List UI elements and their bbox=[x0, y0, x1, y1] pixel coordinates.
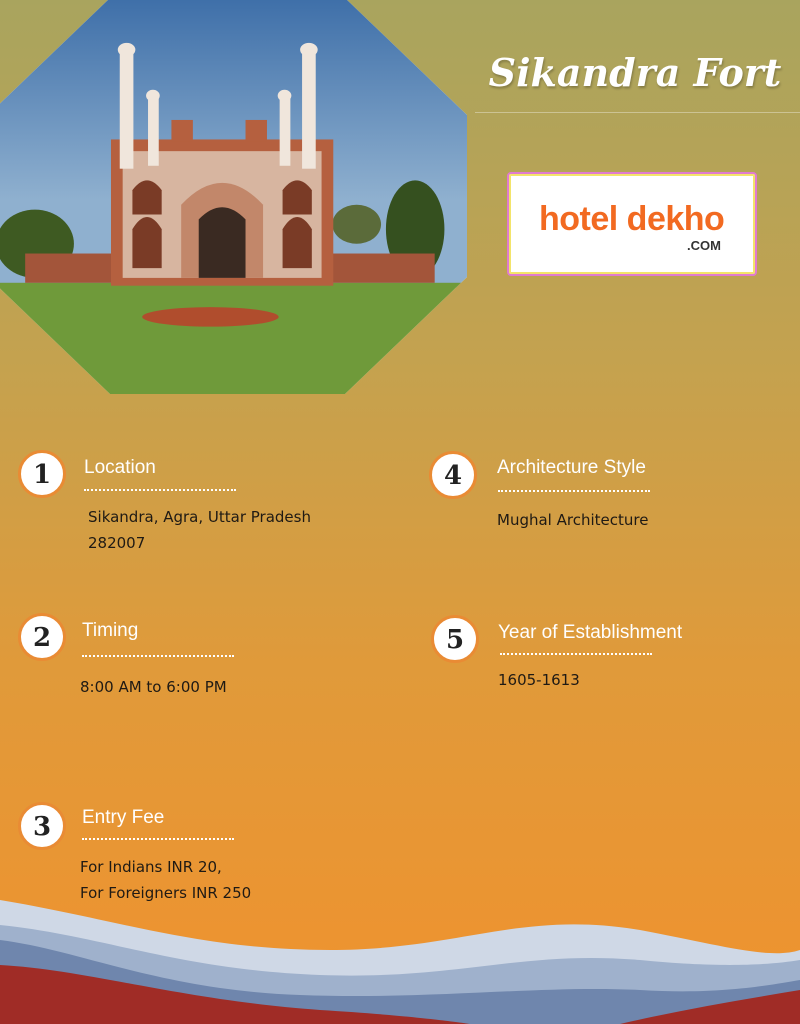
item-number-badge: 3 bbox=[18, 802, 66, 850]
item-text: 1605-1613 bbox=[498, 671, 580, 689]
item-title-location: Location bbox=[84, 457, 156, 478]
title-divider bbox=[475, 112, 800, 113]
item-text: Sikandra, Agra, Uttar Pradesh bbox=[88, 508, 311, 526]
logo-suffix: .COM bbox=[687, 238, 721, 253]
item-number-badge: 1 bbox=[18, 450, 66, 498]
item-text: 8:00 AM to 6:00 PM bbox=[80, 678, 227, 696]
item-number-badge: 2 bbox=[18, 613, 66, 661]
item-text: 282007 bbox=[88, 534, 146, 552]
monument-photo bbox=[0, 0, 475, 402]
item-title-timing: Timing bbox=[82, 620, 139, 641]
item-divider bbox=[82, 655, 234, 657]
page-title: Sikandra Fort bbox=[488, 50, 782, 95]
item-title-architecture-style: Architecture Style bbox=[497, 457, 646, 478]
item-text: For Indians INR 20, bbox=[80, 858, 222, 876]
item-number-badge: 5 bbox=[431, 615, 479, 663]
item-divider bbox=[500, 653, 652, 655]
item-divider bbox=[498, 490, 650, 492]
decorative-waves bbox=[0, 890, 800, 1024]
item-text: For Foreigners INR 250 bbox=[80, 884, 252, 902]
item-title-year-of-establishment: Year of Establishment bbox=[498, 622, 683, 643]
item-number-badge: 4 bbox=[429, 451, 477, 499]
item-text: Mughal Architecture bbox=[497, 511, 649, 529]
hoteldekho-logo[interactable] bbox=[507, 172, 757, 276]
item-divider bbox=[82, 838, 234, 840]
item-divider bbox=[84, 489, 236, 491]
logo-wordmark: hotel dekho bbox=[539, 200, 725, 238]
item-title-entry-fee: Entry Fee bbox=[82, 807, 165, 828]
